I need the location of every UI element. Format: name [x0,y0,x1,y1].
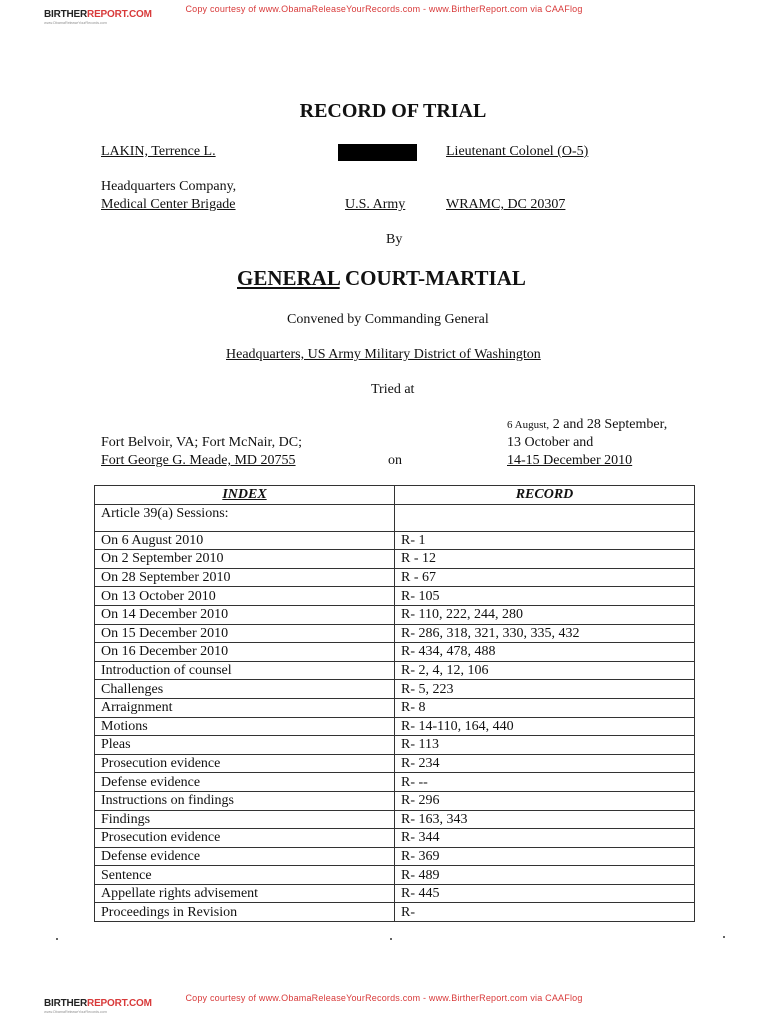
index-entry-record: R- 296 [395,791,695,810]
index-entry-record: R- 369 [395,847,695,866]
table-row [95,605,695,624]
unit-line1: Headquarters Company, [101,179,237,194]
index-entry-record: R- 1 [395,531,695,550]
scan-dot [723,936,725,938]
index-entry-label: On 2 September 2010 [95,550,395,569]
index-table [94,485,695,922]
index-entry-record: R- -- [395,773,695,792]
table-row [95,866,695,885]
section-row [95,504,695,531]
index-entry-label: Motions [95,717,395,736]
table-row [95,829,695,848]
dates-august: 6 August, [507,419,550,431]
court-type-general: GENERAL [237,266,340,290]
index-table-header-row [95,486,695,505]
record-title: RECORD OF TRIAL [299,100,487,122]
unit-location: WRAMC, DC 20307 [446,197,566,212]
index-entry-record: R- 286, 318, 321, 330, 335, 432 [395,624,695,643]
index-entry-label: Introduction of counsel [95,661,395,680]
table-row [95,698,695,717]
table-row [95,810,695,829]
redaction-bar [338,144,417,161]
index-entry-record: R- 445 [395,884,695,903]
table-row [95,717,695,736]
scan-dot [56,938,58,940]
dates-september: 2 and 28 September, [549,417,668,432]
table-row [95,847,695,866]
table-row [95,568,695,587]
table-row [95,624,695,643]
index-entry-record: R- 110, 222, 244, 280 [395,605,695,624]
copy-courtesy-note: Copy courtesy of www.ObamaReleaseYourRecords.com - www.BirtherReport.com via CAAFlog [185,4,583,14]
index-column-header [95,486,395,505]
index-entry-record: R- 489 [395,866,695,885]
accused-rank: Lieutenant Colonel (O-5) [446,144,589,159]
index-entry-record: R- 234 [395,754,695,773]
convened-by: Convened by Commanding General [287,312,489,327]
logo-text-part1: BIRTHER [44,9,88,20]
logo-subtext: www.ObamaReleaseYourRecords.com [44,1009,107,1014]
table-row [95,754,695,773]
index-entry-label: Prosecution evidence [95,754,395,773]
places-line2: Fort George G. Meade, MD 20755 [101,453,296,468]
index-entry-label: Sentence [95,866,395,885]
table-row [95,550,695,569]
index-entry-label: Proceedings in Revision [95,903,395,922]
headquarters-line: Headquarters, US Army Military District of Washington [226,347,541,362]
index-entry-label: On 28 September 2010 [95,568,395,587]
index-entry-label: On 6 August 2010 [95,531,395,550]
logo-subtext: www.ObamaReleaseYourRecords.com [44,20,107,25]
copy-courtesy-note-bottom: Copy courtesy of www.ObamaReleaseYourRecords.com - www.BirtherReport.com via CAAFlog [185,993,583,1003]
table-row [95,531,695,550]
table-row [95,680,695,699]
index-entry-record: R- 5, 223 [395,680,695,699]
dates-line3: 14-15 December 2010 [507,453,633,468]
index-entry-record: R- [395,903,695,922]
accused-name: LAKIN, Terrence L. [101,144,216,159]
index-entry-label: Arraignment [95,698,395,717]
index-entry-record: R- 8 [395,698,695,717]
branch: U.S. Army [345,197,406,212]
court-type-heading [237,266,526,291]
table-row [95,587,695,606]
index-entry-label: Challenges [95,680,395,699]
index-entry-record: R- 105 [395,587,695,606]
table-row [95,736,695,755]
court-type-rest: COURT-MARTIAL [339,266,526,290]
logo-text-part1: BIRTHER [44,998,88,1009]
index-entry-record: R- 344 [395,829,695,848]
index-entry-label: Appellate rights advisement [95,884,395,903]
table-row [95,791,695,810]
logo-text-part2: REPORT.COM [87,9,152,20]
index-entry-label: Prosecution evidence [95,829,395,848]
index-entry-label: Pleas [95,736,395,755]
table-row [95,773,695,792]
index-header-text: INDEX [222,487,267,503]
index-entry-record: R - 12 [395,550,695,569]
section-label: Article 39(a) Sessions: [95,504,395,531]
table-row [95,884,695,903]
by-label: By [386,232,403,247]
index-entry-record: R- 113 [395,736,695,755]
index-entry-label: On 15 December 2010 [95,624,395,643]
on-label: on [388,453,402,468]
table-row [95,661,695,680]
record-column-header: RECORD [395,486,695,505]
dates-line1 [507,416,667,434]
index-entry-record: R- 14-110, 164, 440 [395,717,695,736]
tried-at-label: Tried at [371,382,415,397]
table-row [95,903,695,922]
index-entry-record: R- 434, 478, 488 [395,643,695,662]
places-line1: Fort Belvoir, VA; Fort McNair, DC; [101,435,302,450]
index-entry-label: Defense evidence [95,847,395,866]
index-entry-label: On 13 October 2010 [95,587,395,606]
index-entry-record: R- 2, 4, 12, 106 [395,661,695,680]
unit-line2: Medical Center Brigade [101,197,236,212]
index-entry-label: Defense evidence [95,773,395,792]
section-record-cell [395,504,695,531]
scan-dot [390,938,392,940]
index-entry-label: Findings [95,810,395,829]
index-entry-label: Instructions on findings [95,791,395,810]
index-entry-record: R- 163, 343 [395,810,695,829]
logo-text-part2: REPORT.COM [87,998,152,1009]
index-entry-record: R - 67 [395,568,695,587]
dates-line2: 13 October and [507,435,594,450]
index-entry-label: On 14 December 2010 [95,605,395,624]
index-entry-label: On 16 December 2010 [95,643,395,662]
table-row [95,643,695,662]
